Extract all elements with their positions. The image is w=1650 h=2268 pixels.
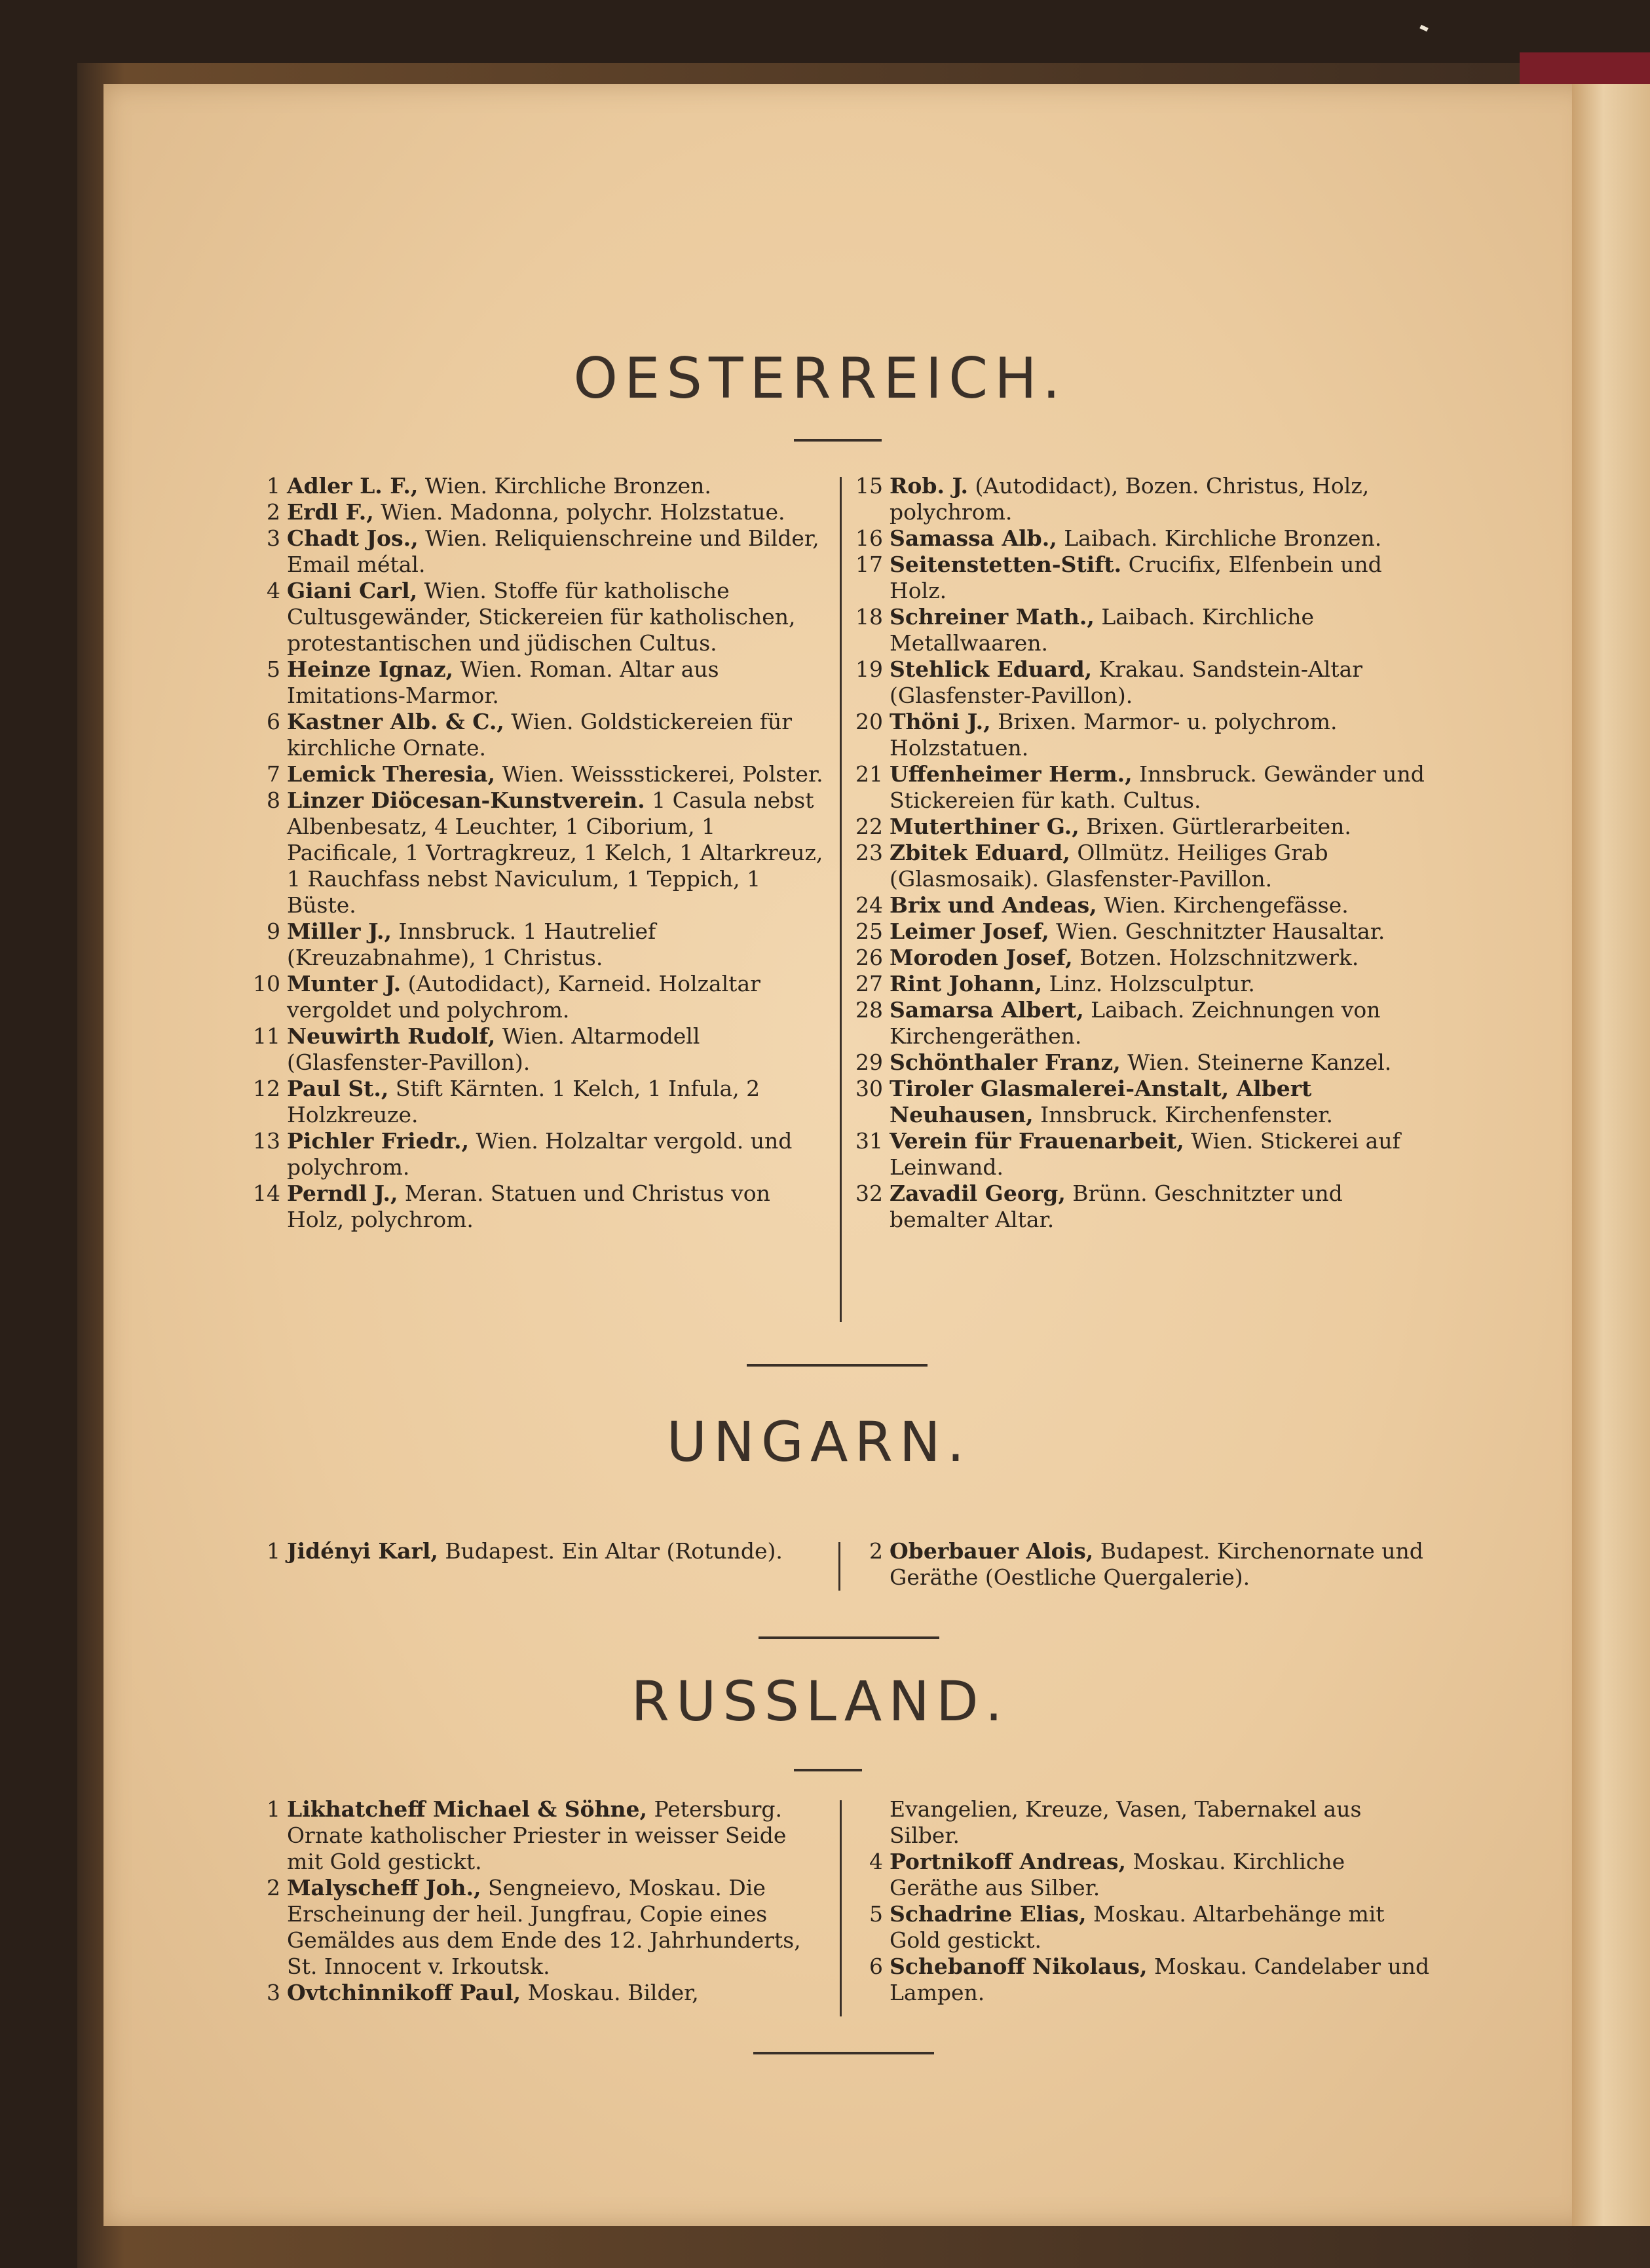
exhibitor-name: Paul St., bbox=[287, 1076, 389, 1101]
entry-number: 23 bbox=[855, 840, 883, 865]
exhibit-description: Wien. Stoffe für katholische Cultusgewänder, Stickereien für katholischen, protestantischen und jüdischen Cultus. bbox=[287, 578, 796, 656]
entry-number: 1 bbox=[267, 473, 280, 499]
exhibit-description: (Autodidact), Bozen. Christus, Holz, polychrom. bbox=[890, 473, 1370, 525]
exhibitor-name: Schreiner Math., bbox=[890, 604, 1095, 630]
entry-number: 27 bbox=[855, 971, 883, 996]
entry-number: 3 bbox=[267, 525, 280, 551]
exhibitor-name: Tiroler Glasmalerei-Anstalt, Albert Neuhausen, bbox=[890, 1076, 1312, 1127]
entry-number: 18 bbox=[855, 604, 883, 630]
exhibitor-entry bbox=[249, 525, 827, 578]
exhibitor-entry bbox=[249, 1875, 827, 1980]
entry-number: 2 bbox=[267, 499, 280, 525]
entry-number: 16 bbox=[855, 525, 883, 551]
exhibit-description: Moskau. Candelaber und Lampen. bbox=[890, 1954, 1430, 2005]
exhibitor-name: Giani Carl, bbox=[287, 578, 418, 603]
exhibitor-name: Lemick Theresia, bbox=[287, 761, 496, 787]
exhibit-description: Laibach. Zeichnungen von Kirchengeräthen. bbox=[890, 997, 1381, 1049]
oesterreich-right-column bbox=[852, 473, 1436, 1233]
exhibitor-name: Uffenheimer Herm., bbox=[890, 761, 1133, 787]
entry-number: 24 bbox=[855, 892, 883, 918]
exhibitor-name: Verein für Frauenarbeit, bbox=[890, 1128, 1184, 1154]
exhibitor-entry bbox=[852, 1954, 1436, 2006]
exhibit-description: Wien. Altarmodell (Glasfenster-Pavillon). bbox=[287, 1023, 700, 1075]
exhibitor-entry bbox=[249, 578, 827, 656]
entry-number: 2 bbox=[869, 1538, 883, 1564]
entry-number: 28 bbox=[855, 997, 883, 1023]
exhibit-description: Stift Kärnten. 1 Kelch, 1 Infula, 2 Holzkreuze. bbox=[287, 1076, 760, 1127]
exhibitor-name: Neuwirth Rudolf, bbox=[287, 1023, 496, 1049]
column-divider bbox=[838, 1542, 840, 1591]
exhibit-description: Moskau. Altarbehänge mit Gold gestickt. bbox=[890, 1901, 1385, 1953]
exhibitor-entry bbox=[249, 1796, 827, 1875]
exhibitor-name: Perndl J., bbox=[287, 1181, 398, 1206]
exhibit-description: Wien. Stickerei auf Leinwand. bbox=[890, 1128, 1400, 1180]
exhibitor-name: Samarsa Albert, bbox=[890, 997, 1084, 1023]
entry-number: 6 bbox=[267, 709, 280, 734]
section-rule bbox=[759, 1636, 939, 1639]
exhibit-description: Moskau. Bilder, bbox=[521, 1980, 699, 2005]
entry-number: 20 bbox=[855, 709, 883, 734]
exhibit-description: Sengneievo, Moskau. Die Erscheinung der heil. Jungfrau, Copie eines Gemäldes aus dem Ende des 12. Jahrhunderts, St. Innocent v. Irkoutsk. bbox=[287, 1875, 801, 1979]
entry-number: 15 bbox=[855, 473, 883, 499]
exhibitor-name: Adler L. F., bbox=[287, 473, 419, 499]
entry-number: 14 bbox=[253, 1181, 280, 1206]
exhibitor-name: Seitenstetten-Stift. bbox=[890, 552, 1122, 577]
exhibit-description: Wien. Weissstickerei, Polster. bbox=[495, 761, 823, 787]
exhibitor-entry bbox=[249, 499, 827, 525]
exhibit-description: Wien. Geschnitzter Hausaltar. bbox=[1049, 918, 1385, 944]
entry-number: 19 bbox=[855, 656, 883, 682]
exhibit-description: Krakau. Sandstein-Altar (Glasfenster-Pavillon). bbox=[890, 656, 1363, 708]
exhibitor-name: Samassa Alb., bbox=[890, 525, 1057, 551]
exhibit-description: Petersburg. Ornate katholischer Priester in weisser Seide mit Gold gestickt. bbox=[287, 1796, 787, 1874]
exhibitor-name: Schebanoff Nikolaus, bbox=[890, 1954, 1148, 1979]
exhibitor-entry bbox=[852, 1901, 1436, 1954]
section-title-russland: RUSSLAND. bbox=[631, 1669, 1009, 1733]
exhibitor-entry bbox=[852, 604, 1436, 656]
exhibitor-name: Schadrine Elias, bbox=[890, 1901, 1087, 1927]
exhibit-description: Laibach. Kirchliche Bronzen. bbox=[1057, 525, 1382, 551]
exhibitor-entry bbox=[249, 1980, 827, 2006]
exhibitor-entry bbox=[249, 1128, 827, 1181]
exhibit-description: Laibach. Kirchliche Metallwaaren. bbox=[890, 604, 1315, 656]
title-rule bbox=[794, 439, 882, 442]
exhibitor-entry bbox=[249, 787, 827, 918]
entry-number: 22 bbox=[855, 814, 883, 839]
exhibitor-name: Rob. J. bbox=[890, 473, 969, 499]
exhibitor-entry bbox=[249, 918, 827, 971]
exhibit-description: Wien. Kirchliche Bronzen. bbox=[418, 473, 711, 499]
exhibitor-entry bbox=[249, 1076, 827, 1128]
exhibitor-name: Pichler Friedr., bbox=[287, 1128, 470, 1154]
exhibitor-entry bbox=[852, 971, 1436, 997]
exhibit-description: Innsbruck. Gewänder und Stickereien für kath. Cultus. bbox=[890, 761, 1425, 813]
exhibit-description: Crucifix, Elfenbein und Holz. bbox=[890, 552, 1382, 603]
exhibit-description: (Autodidact), Karneid. Holzaltar vergoldet und polychrom. bbox=[287, 971, 760, 1023]
exhibit-description: 1 Casula nebst Albenbesatz, 4 Leuchter, 1 Ciborium, 1 Pacificale, 1 Vortragkreuz, 1 Kelch, 1 Altarkreuz, 1 Rauchfass nebst Naviculum, 1 Teppich, 1 Büste. bbox=[287, 787, 823, 918]
exhibitor-name: Brix und Andeas, bbox=[890, 892, 1097, 918]
exhibitor-entry bbox=[249, 709, 827, 761]
entry-number: 2 bbox=[267, 1875, 280, 1900]
exhibitor-entry bbox=[249, 761, 827, 787]
column-divider bbox=[840, 1800, 842, 2016]
exhibitor-name: Miller J., bbox=[287, 918, 392, 944]
exhibitor-name: Ovtchinnikoff Paul, bbox=[287, 1980, 521, 2005]
exhibitor-name: Leimer Josef, bbox=[890, 918, 1049, 944]
exhibit-description: Wien. Roman. Altar aus Imitations-Marmor. bbox=[287, 656, 719, 708]
exhibit-description: Wien. Steinerne Kanzel. bbox=[1120, 1049, 1392, 1075]
exhibitor-entry bbox=[249, 1538, 827, 1564]
entry-number: 8 bbox=[267, 787, 280, 813]
entry-number: 21 bbox=[855, 761, 883, 787]
exhibit-description: Linz. Holzsculptur. bbox=[1042, 971, 1255, 996]
exhibit-description: Wien. Reliquienschreine und Bilder, Email métal. bbox=[287, 525, 819, 577]
exhibit-description: Wien. Goldstickereien für kirchliche Ornate. bbox=[287, 709, 793, 761]
exhibitor-entry bbox=[852, 473, 1436, 525]
exhibit-description: Wien. Madonna, polychr. Holzstatue. bbox=[373, 499, 785, 525]
exhibitor-name: Schönthaler Franz, bbox=[890, 1049, 1121, 1075]
exhibitor-name: Muterthiner G., bbox=[890, 814, 1079, 839]
exhibit-description: Innsbruck. 1 Hautrelief (Kreuzabnahme), 1 Christus. bbox=[287, 918, 656, 970]
exhibitor-entry bbox=[852, 709, 1436, 761]
exhibitor-entry bbox=[249, 971, 827, 1023]
entry-number: 30 bbox=[855, 1076, 883, 1101]
entry-number: 4 bbox=[267, 578, 280, 603]
exhibit-description: Wien. Holzaltar vergold. und polychrom. bbox=[287, 1128, 793, 1180]
exhibitor-entry bbox=[852, 814, 1436, 840]
exhibitor-entry bbox=[852, 892, 1436, 918]
exhibit-description: Wien. Kirchengefässe. bbox=[1097, 892, 1349, 918]
exhibitor-entry bbox=[852, 525, 1436, 552]
section-rule bbox=[747, 1364, 928, 1367]
entry-number: 5 bbox=[869, 1901, 883, 1927]
exhibit-description: Brünn. Geschnitzter und bemalter Altar. bbox=[890, 1181, 1343, 1232]
exhibitor-name: Heinze Ignaz, bbox=[287, 656, 454, 682]
exhibitor-entry bbox=[852, 656, 1436, 709]
entry-number: 1 bbox=[267, 1796, 280, 1822]
exhibitor-name: Oberbauer Alois, bbox=[890, 1538, 1094, 1564]
exhibitor-name: Erdl F., bbox=[287, 499, 374, 525]
entry-number: 26 bbox=[855, 945, 883, 970]
russland-left-column bbox=[249, 1796, 827, 2006]
entry-number: 32 bbox=[855, 1181, 883, 1206]
exhibitor-entry bbox=[852, 1049, 1436, 1076]
entry-number: 3 bbox=[267, 1980, 280, 2005]
exhibitor-name: Moroden Josef, bbox=[890, 945, 1073, 970]
exhibit-description: Budapest. Ein Altar (Rotunde). bbox=[438, 1538, 783, 1564]
exhibitor-entry bbox=[249, 1181, 827, 1233]
title-rule bbox=[794, 1769, 862, 1771]
exhibit-description: Budapest. Kirchenornate und Geräthe (Oestliche Quergalerie). bbox=[890, 1538, 1423, 1590]
exhibit-description: Brixen. Gürtlerarbeiten. bbox=[1079, 814, 1351, 839]
ungarn-right-column bbox=[852, 1538, 1436, 1591]
oesterreich-left-column bbox=[249, 473, 827, 1233]
exhibitor-name: Portnikoff Andreas, bbox=[890, 1849, 1127, 1874]
exhibitor-name: Jidényi Karl, bbox=[287, 1538, 438, 1564]
entry-number: 4 bbox=[869, 1849, 883, 1874]
entry-number: 7 bbox=[267, 761, 280, 787]
exhibit-description: Moskau. Kirchliche Geräthe aus Silber. bbox=[890, 1849, 1345, 1900]
exhibit-description: Meran. Statuen und Christus von Holz, polychrom. bbox=[287, 1181, 770, 1232]
exhibitor-name: Munter J. bbox=[287, 971, 402, 996]
exhibitor-entry bbox=[852, 945, 1436, 971]
exhibitor-name: Malyscheff Joh., bbox=[287, 1875, 481, 1900]
entry-number: 13 bbox=[253, 1128, 280, 1154]
exhibitor-entry bbox=[852, 840, 1436, 892]
column-divider bbox=[840, 477, 842, 1322]
exhibitor-entry bbox=[249, 656, 827, 709]
exhibitor-entry bbox=[852, 1181, 1436, 1233]
exhibitor-entry bbox=[852, 1128, 1436, 1181]
exhibitor-entry bbox=[852, 1076, 1436, 1128]
exhibit-description: Evangelien, Kreuze, Vasen, Tabernakel aus Silber. bbox=[890, 1796, 1362, 1848]
exhibitor-entry bbox=[852, 1538, 1436, 1591]
exhibitor-name: Likhatcheff Michael & Söhne, bbox=[287, 1796, 648, 1822]
exhibitor-name: Rint Johann, bbox=[890, 971, 1043, 996]
section-title-ungarn: UNGARN. bbox=[666, 1410, 971, 1474]
ungarn-left-column bbox=[249, 1538, 827, 1564]
exhibitor-entry bbox=[852, 997, 1436, 1049]
entry-number: 12 bbox=[253, 1076, 280, 1101]
exhibitor-name: Linzer Diöcesan-Kunstverein. bbox=[287, 787, 645, 813]
exhibitor-entry bbox=[852, 552, 1436, 604]
entry-number: 9 bbox=[267, 918, 280, 944]
section-rule bbox=[753, 2052, 934, 2054]
exhibitor-entry bbox=[852, 761, 1436, 814]
exhibitor-entry bbox=[249, 1023, 827, 1076]
exhibit-description: Brixen. Marmor- u. polychrom. Holzstatuen. bbox=[890, 709, 1338, 761]
entry-number: 11 bbox=[253, 1023, 280, 1049]
entry-number: 10 bbox=[253, 971, 280, 996]
exhibitor-name: Chadt Jos., bbox=[287, 525, 419, 551]
entry-number: 17 bbox=[855, 552, 883, 577]
exhibit-description: Innsbruck. Kirchenfenster. bbox=[1033, 1102, 1334, 1127]
exhibitor-name: Thöni J., bbox=[890, 709, 991, 734]
entry-number: 5 bbox=[267, 656, 280, 682]
exhibitor-entry bbox=[852, 1849, 1436, 1901]
entry-number: 1 bbox=[267, 1538, 280, 1564]
entry-number: 29 bbox=[855, 1049, 883, 1075]
exhibitor-name: Zavadil Georg, bbox=[890, 1181, 1066, 1206]
exhibitor-name: Stehlick Eduard, bbox=[890, 656, 1093, 682]
exhibitor-entry bbox=[852, 918, 1436, 945]
section-title-oesterreich: OESTERREICH. bbox=[573, 346, 1067, 411]
exhibitor-name: Zbitek Eduard, bbox=[890, 840, 1070, 865]
russland-right-column bbox=[852, 1796, 1436, 2006]
entry-number: 6 bbox=[869, 1954, 883, 1979]
exhibit-description: Botzen. Holzschnitzwerk. bbox=[1072, 945, 1359, 970]
entry-number: 31 bbox=[855, 1128, 883, 1154]
exhibit-description: Ollmütz. Heiliges Grab (Glasmosaik). Glasfenster-Pavillon. bbox=[890, 840, 1328, 892]
entry-number: 25 bbox=[855, 918, 883, 944]
exhibitor-name: Kastner Alb. & C., bbox=[287, 709, 504, 734]
exhibitor-entry bbox=[852, 1796, 1436, 1849]
exhibitor-entry bbox=[249, 473, 827, 499]
